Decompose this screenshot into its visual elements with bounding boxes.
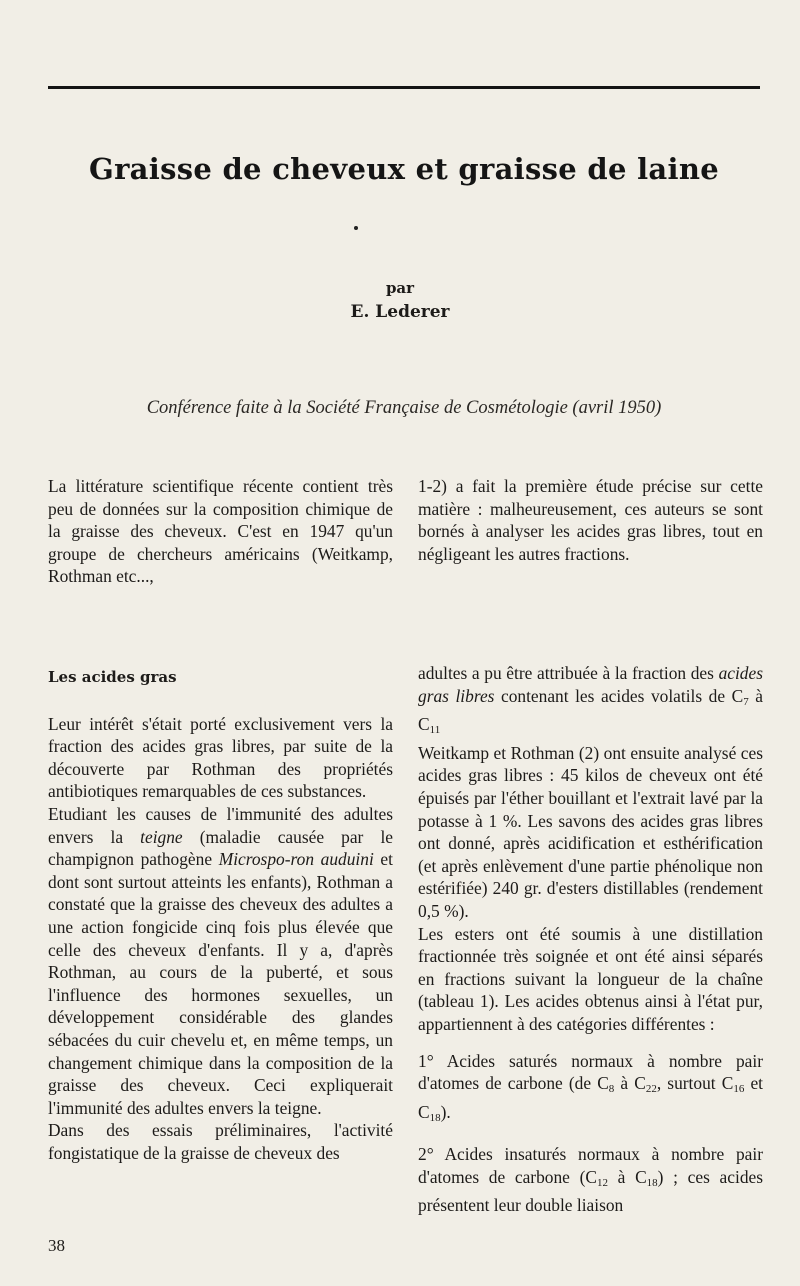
paragraph <box>418 1050 763 1130</box>
text-run: Etudiant les causes de l'immunité des adultes envers la <box>48 803 393 847</box>
text-run: et dont sont surtout atteints les enfants), Rothman a constaté que la graisse des cheveux des adultes a une action fongicide cinq fois plus élevée que celle des cheveux d'enfants. Il y a, d'après Rothman, au cours de la puberté, et sous l'influence des hormones sexuelles, un développement considérable des glandes sébacées du cuir chevelu et, en même temps, un changement chimique dans la composition de la graisse des cheveux. Ceci expliquerait l'immunité des adultes envers la teigne. <box>48 849 393 1118</box>
text-run: contenant les acides volatils de C <box>494 685 744 706</box>
paragraph: Les esters ont été soumis à une distillation fractionnée très soignée et ont été ainsi séparés en fractions suivant la longueur de la chaîne (tableau 1). Les acides obtenus ainsi à l'état pur, appartiennent à des catégories différentes : <box>418 923 763 1034</box>
text-run: ) ; ces acides présentent leur double liaison <box>418 1166 763 1216</box>
text-run: 2° Acides insaturés normaux à nombre pair d'atomes de carbone (C <box>418 1144 763 1187</box>
section-column-right <box>418 662 763 1217</box>
text-run: à C <box>614 1073 646 1094</box>
text-run: à C <box>418 685 763 735</box>
paragraph-gap <box>418 1129 763 1143</box>
subscript: 12 <box>596 1176 608 1189</box>
paragraph-gap <box>418 1036 763 1050</box>
subscript: 18 <box>646 1176 658 1189</box>
subscript: 16 <box>733 1083 745 1096</box>
section-column-left <box>48 662 393 1164</box>
header-rule <box>48 86 760 89</box>
intro-paragraph-right: 1-2) a fait la première étude précise sur cette matière : malheureusement, ces auteurs se sont bornés à analyser les acides gras libres, tout en négligeant les autres fractions. <box>418 476 763 564</box>
paragraph: Dans des essais préliminaires, l'activité fongistatique de la graisse de cheveux des <box>48 1120 393 1163</box>
intro-column-left <box>48 475 393 588</box>
text-run: à C <box>607 1166 647 1187</box>
intro-column-right <box>418 475 763 565</box>
conference-note: Conférence faite à la Société Française de Cosmétologie (avril 1950) <box>146 398 662 418</box>
paragraph: Leur intérêt s'était porté exclusivement vers la fraction des acides gras libres, par suite de la découverte par Rothman des propriétés antibiotiques remarquables de ces substances. <box>48 713 393 802</box>
text-run: (maladie causée par le champignon pathogène <box>48 826 393 870</box>
article-title: Graisse de cheveux et graisse de laine <box>89 152 719 186</box>
text-run: , surtout C <box>656 1073 734 1094</box>
ornament-dot <box>354 226 358 230</box>
italic-term: acides gras libres <box>418 663 763 706</box>
paragraph <box>418 1143 763 1217</box>
paragraph <box>418 662 763 742</box>
paragraph: Weitkamp et Rothman (2) ont ensuite analysé ces acides gras libres : 45 kilos de cheveux ont été épuisés par l'éther bouillant et l'extrait lavé par la potasse à 1 %. Les savons des acides gras libres ont donné, après acidification et esthérification (et après enlèvement d'une partie phénolique non estérifiée) 240 gr. d'esters distillables (rendement 0,5 %). <box>418 742 763 921</box>
intro-paragraph-left: La littérature scientifique récente contient très peu de données sur la composition chimique de la graisse des cheveux. C'est en 1947 qu'un groupe de chercheurs américains (Weitkamp, Rothman etc..., <box>48 476 393 587</box>
subscript: 8 <box>608 1083 615 1096</box>
subscript: 7 <box>743 695 749 708</box>
text-run: et C <box>418 1073 763 1122</box>
text-run: ). <box>440 1101 451 1122</box>
author-name: E. Lederer <box>350 302 450 322</box>
italic-term: teigne <box>140 826 183 847</box>
section-heading: Les acides gras <box>48 668 177 686</box>
text-run: adultes a pu être attribuée à la fraction des <box>418 663 719 683</box>
subscript: 18 <box>429 1111 441 1124</box>
page-number: 38 <box>48 1236 65 1255</box>
byline-par: par <box>385 279 415 297</box>
species-name: Microspo-ron auduini <box>218 849 374 870</box>
subscript: 11 <box>429 724 441 737</box>
text-run: 1° Acides saturés normaux à nombre pair d'atomes de carbone (de C <box>418 1050 763 1094</box>
paragraph <box>48 803 393 1119</box>
subscript: 22 <box>645 1083 657 1096</box>
